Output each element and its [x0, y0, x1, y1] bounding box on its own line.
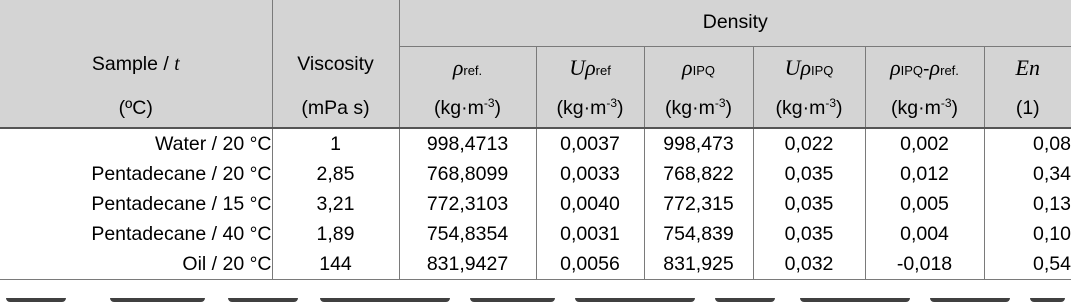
cell-rho-ipq: 998,473	[644, 128, 753, 159]
table-row	[0, 249, 1071, 280]
header-row-top	[0, 0, 1071, 46]
cell-rho-ipq: 831,925	[644, 249, 753, 280]
cell-u-rho-ref: 0,0031	[536, 219, 644, 249]
cell-rho-ipq: 754,839	[644, 219, 753, 249]
rho-symbol: ρ	[929, 54, 941, 80]
unit-exponent: -3	[940, 96, 952, 110]
cell-diff: 0,002	[865, 128, 984, 159]
cell-sample: Pentadecane / 20 °C	[91, 162, 272, 185]
cell-u-rho-ipq: 0,022	[753, 128, 865, 159]
unit-exponent: -3	[606, 96, 617, 110]
cell-rho-ref: 772,3103	[399, 189, 536, 219]
cell-viscosity: 2,85	[272, 159, 399, 189]
sample-label: Sample /	[91, 53, 175, 75]
unit-base: (kg·m	[434, 97, 484, 119]
unit-close: )	[617, 97, 624, 119]
rho-ipq-subscript: IPQ	[692, 62, 715, 78]
unit-u-rho-ipq	[753, 89, 865, 128]
unit-base: (kg·m	[556, 97, 607, 119]
u-rho-symbol: Uρ	[569, 54, 596, 80]
cell-en: 0,34	[984, 159, 1071, 189]
rho-symbol: ρ	[682, 54, 693, 80]
unit-u-rho-ref	[536, 89, 644, 128]
cell-en: 0,10	[984, 219, 1071, 249]
col-diff	[865, 46, 984, 89]
minus-sign: -	[923, 57, 930, 80]
cell-rho-ref: 831,9427	[399, 249, 536, 280]
unit-exponent: -3	[714, 96, 726, 110]
density-label: Density	[702, 11, 768, 34]
table-body	[0, 128, 1071, 280]
cell-viscosity: 1,89	[272, 219, 399, 249]
sample-var: t	[174, 54, 180, 75]
cell-sample: Oil / 20 °C	[0, 249, 272, 280]
unit-rho-ipq	[644, 89, 753, 128]
unit-close: )	[494, 97, 501, 119]
table-row	[0, 189, 1071, 219]
unit-rho-ref	[399, 89, 536, 128]
cell-diff: -0,018	[865, 249, 984, 280]
cell-viscosity: 1	[272, 128, 399, 159]
unit-en: (1)	[984, 89, 1071, 128]
col-rho-ref	[399, 46, 536, 89]
cell-u-rho-ipq: 0,035	[753, 189, 865, 219]
sample-unit: (ºC)	[0, 89, 272, 128]
cell-diff: 0,012	[865, 159, 984, 189]
cell-viscosity: 3,21	[272, 189, 399, 219]
col-rho-ipq	[644, 46, 753, 89]
cell-rho-ref: 998,4713	[399, 128, 536, 159]
cell-sample: Water / 20 °C	[154, 132, 272, 155]
cell-u-rho-ipq: 0,035	[753, 219, 865, 249]
cell-u-rho-ref: 0,0033	[536, 159, 644, 189]
sample-header	[0, 0, 272, 89]
rho-ipq-subscript: IPQ	[900, 62, 924, 78]
unit-close: )	[836, 97, 843, 119]
cell-rho-ipq: 772,315	[644, 189, 753, 219]
unit-base: (kg·m	[891, 97, 941, 119]
col-en	[984, 46, 1071, 89]
table-row	[0, 128, 1071, 159]
cell-rho-ref: 754,8354	[399, 219, 536, 249]
col-u-rho-ref	[536, 46, 644, 89]
cell-u-rho-ipq: 0,035	[753, 159, 865, 189]
table-row	[0, 219, 1071, 249]
u-rho-ipq-subscript: IPQ	[811, 62, 834, 78]
unit-base: (kg·m	[665, 97, 715, 119]
cell-rho-ref: 768,8099	[399, 159, 536, 189]
en-symbol: En	[1015, 54, 1040, 80]
cell-sample: Pentadecane / 15 °C	[91, 192, 272, 215]
cell-u-rho-ref: 0,0040	[536, 189, 644, 219]
cell-sample: Pentadecane / 40 °C	[91, 222, 272, 245]
viscosity-label: Viscosity	[297, 53, 374, 75]
rho-symbol: ρ	[890, 54, 901, 80]
unit-exponent: -3	[825, 96, 836, 110]
cell-u-rho-ref: 0,0056	[536, 249, 644, 280]
cell-en: 0,08	[984, 128, 1071, 159]
table-row	[0, 159, 1071, 189]
cell-en: 0,54	[984, 249, 1071, 280]
unit-exponent: -3	[483, 96, 495, 110]
u-rho-symbol: Uρ	[784, 54, 812, 80]
u-rho-ref-subscript: ref	[595, 62, 611, 78]
cell-viscosity: 144	[272, 249, 399, 280]
cell-diff: 0,004	[865, 219, 984, 249]
cell-u-rho-ref: 0,0037	[536, 128, 644, 159]
col-u-rho-ipq	[753, 46, 865, 89]
unit-diff	[865, 89, 984, 128]
cell-rho-ipq: 768,822	[644, 159, 753, 189]
cell-diff: 0,005	[865, 189, 984, 219]
unit-base: (kg·m	[775, 97, 826, 119]
rho-ref-subscript: ref.	[463, 62, 483, 78]
cell-u-rho-ipq: 0,032	[753, 249, 865, 280]
viscosity-header	[272, 0, 399, 89]
rho-symbol: ρ	[452, 54, 464, 80]
header-row-units	[0, 89, 1071, 128]
unit-close: )	[951, 97, 958, 119]
viscosity-unit: (mPa s)	[272, 89, 399, 128]
cropped-text-line	[0, 298, 1071, 308]
density-header	[399, 0, 1071, 46]
rho-ref-subscript: ref.	[940, 62, 959, 78]
cell-en: 0,13	[984, 189, 1071, 219]
unit-close: )	[725, 97, 732, 119]
